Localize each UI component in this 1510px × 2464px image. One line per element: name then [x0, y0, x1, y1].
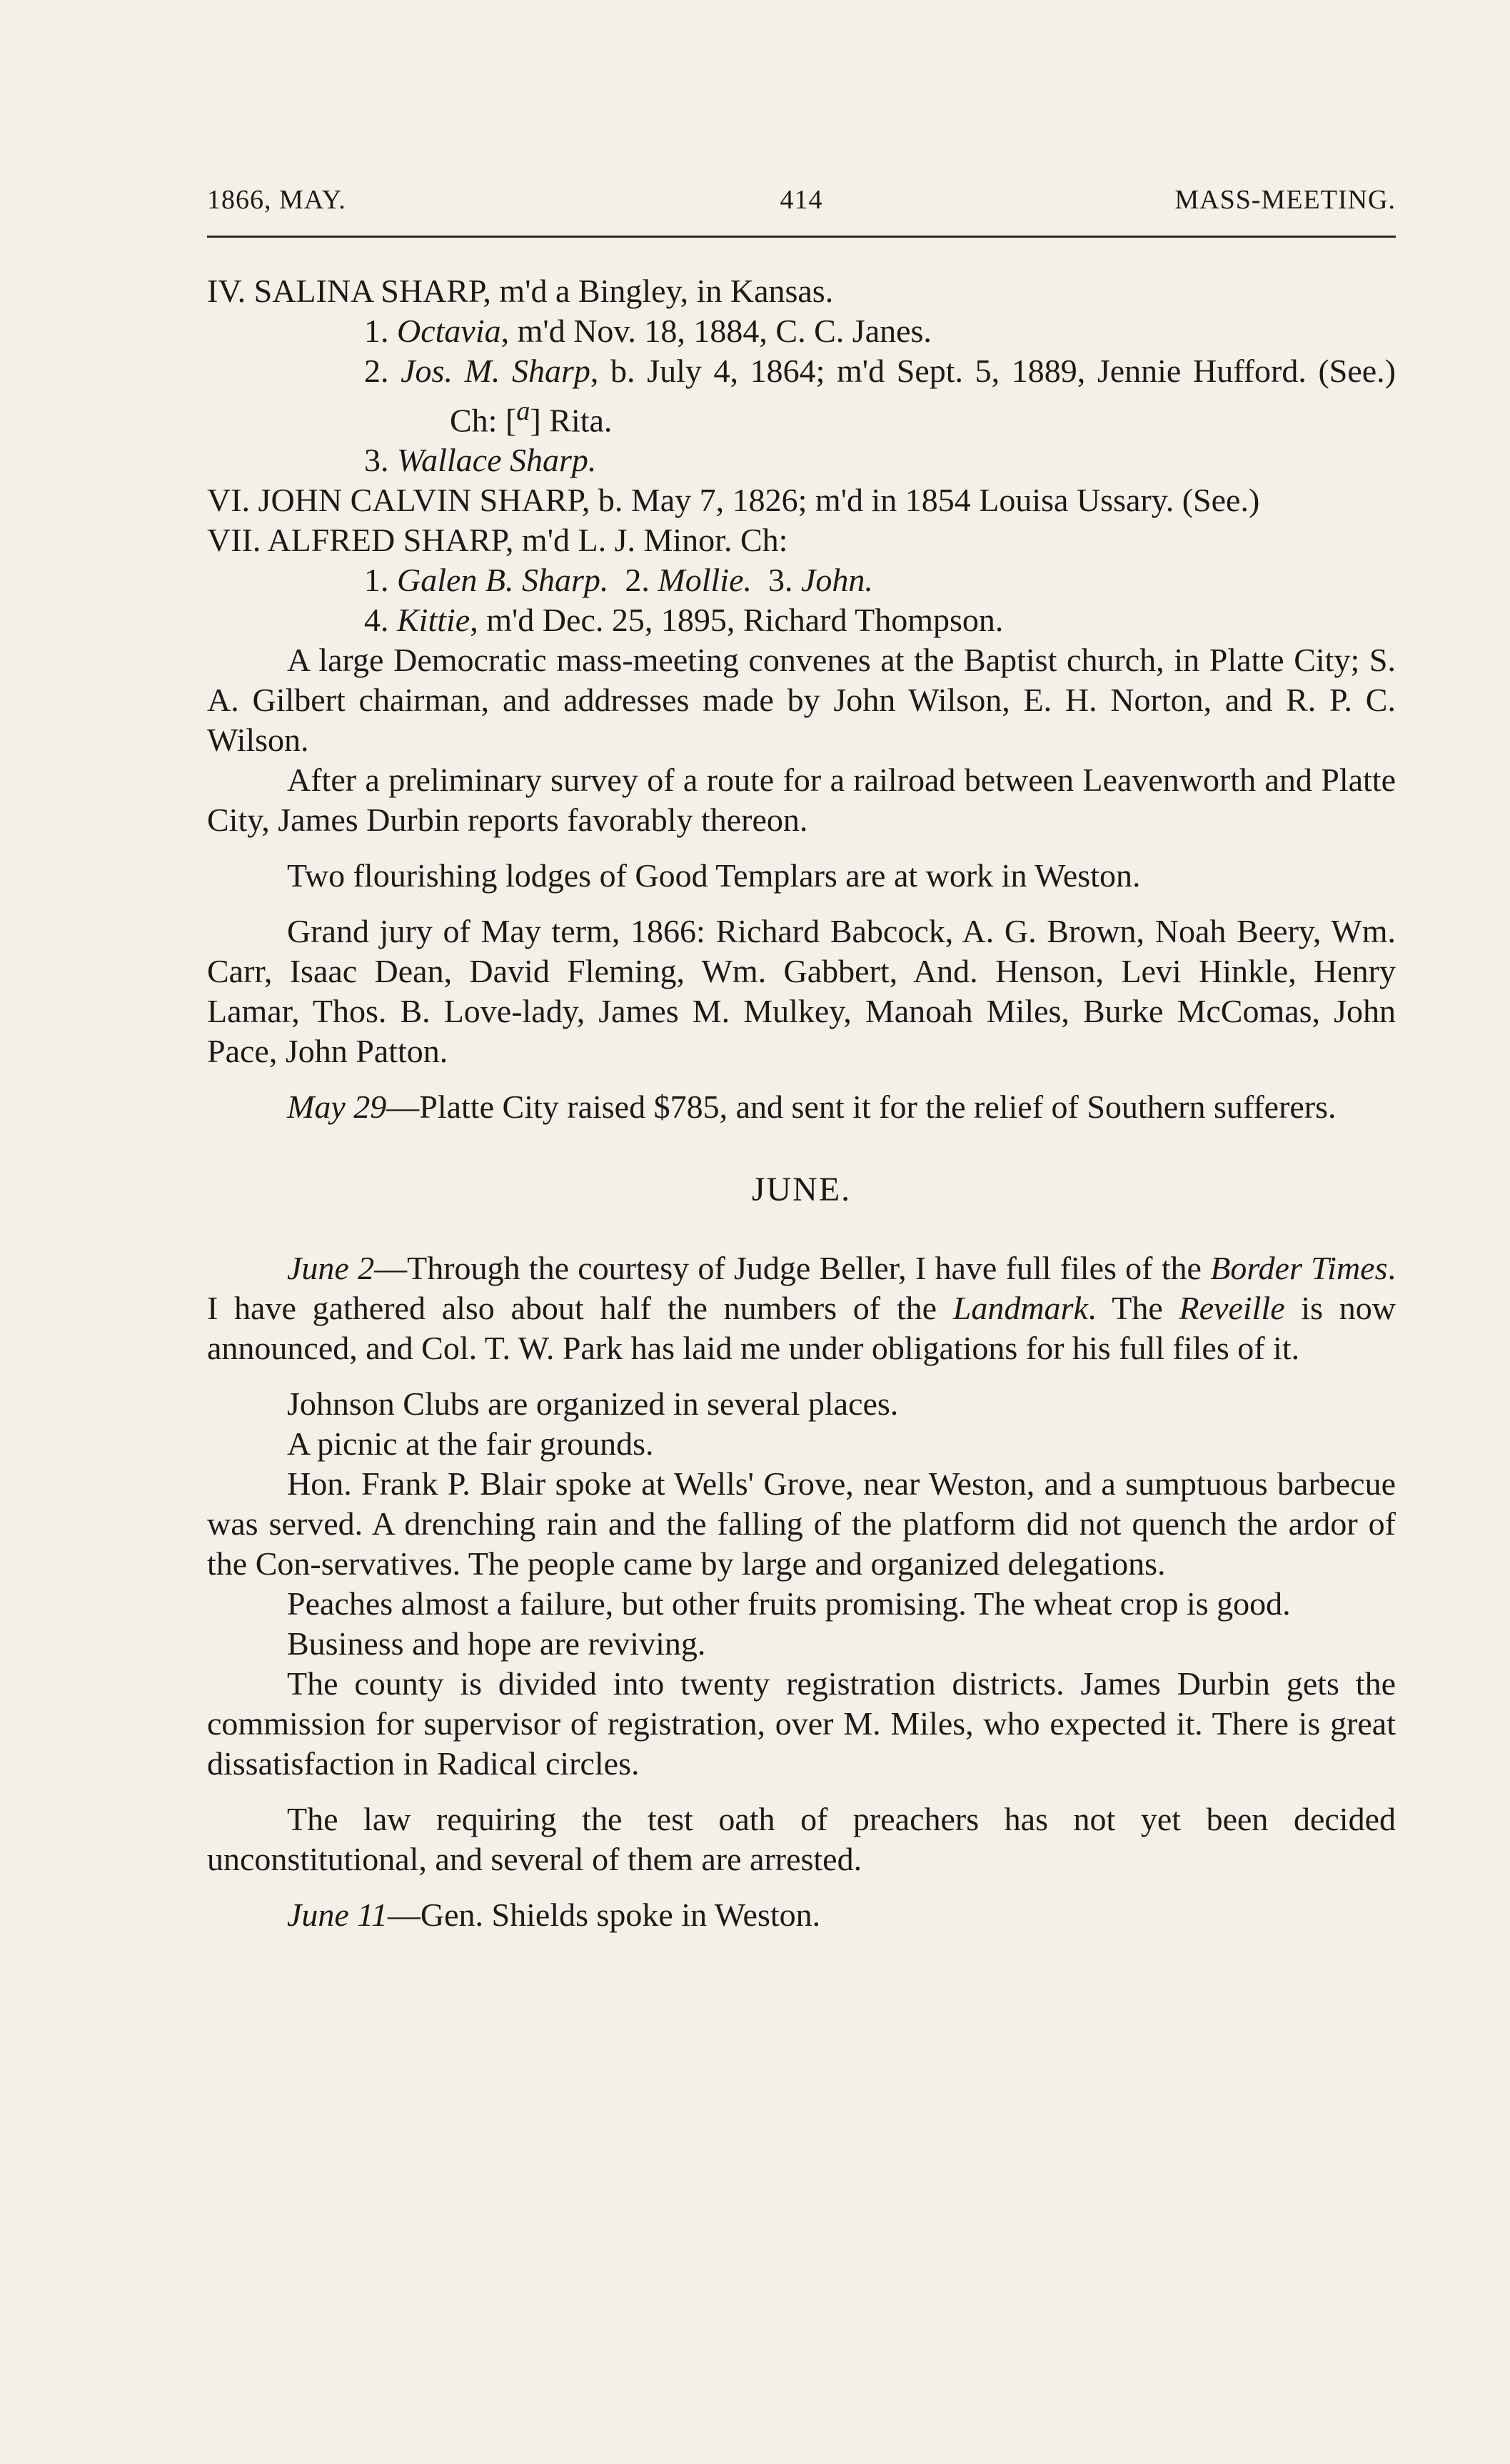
paragraph-picnic: A picnic at the fair grounds. [287, 1425, 654, 1463]
item-number: 3. [364, 442, 389, 479]
paragraph-mass-meeting: A large Democratic mass-meeting convenes at the Baptist church, in Platte City; S. A. Gilbert chairman, and addresses made by John Wilson, E. H. Norton, and R. P. C. Wilson. [207, 642, 1396, 759]
person-name: Wallace Sharp. [397, 442, 597, 479]
paragraph-railroad: After a preliminary survey of a route for a railroad between Leavenworth and Platte City, James Durbin reports favorably thereon. [207, 762, 1396, 839]
paragraph-grand-jury: Grand jury of May term, 1866: Richard Babcock, A. G. Brown, Noah Beery, Wm. Carr, Isaac Dean, David Fleming, Wm. Gabbert, And. Henson, Levi Hinkle, Henry Lamar, Thos. B. Love-lady, James M. Mulkey, Manoah Miles, Burke McComas, John Pace, John Patton. [207, 913, 1396, 1070]
item-detail: , m'd Nov. 18, 1884, C. C. Janes. [500, 313, 932, 349]
person-name: Octavia [397, 313, 501, 349]
entry-iv: IV. SALINA SHARP, m'd a Bingley, in Kansas. [207, 273, 834, 309]
entry-vii-children-2 [207, 600, 1396, 640]
item-detail: , m'd Dec. 25, 1895, Richard Thompson. [470, 602, 1004, 639]
running-header [207, 184, 1396, 218]
paragraph-test-oath: The law requiring the test oath of preachers has not yet been decided unconstitutional, and several of them are arrested. [207, 1801, 1396, 1878]
header-section-title: MASS-MEETING. [1174, 185, 1396, 215]
paragraph-blair: Hon. Frank P. Blair spoke at Wells' Grove, near Weston, and a sumptuous barbecue was served. A drenching rain and the falling of the platform did not quench the ardor of the Con-servatives. The people came by large and organized delegations. [207, 1465, 1396, 1582]
entry-iv-3 [207, 440, 1396, 480]
entry-text: —Through the courtesy of Judge Beller, I have full files of the [374, 1250, 1211, 1287]
entry-vii: VII. ALFRED SHARP, m'd L. J. Minor. Ch: [207, 522, 788, 559]
page-body [207, 271, 1396, 1935]
entry-text: . I have gathered also about half the numbers of the [207, 1250, 1396, 1327]
paragraph-crops: Peaches almost a failure, but other fruits promising. The wheat crop is good. [287, 1585, 1291, 1622]
person-name: Mollie. [658, 562, 752, 599]
paragraph-registration: The county is divided into twenty registration districts. James Durbin gets the commission for supervisor of registration, over M. Miles, who expected it. There is great dissatisfaction in Radical circles. [207, 1665, 1396, 1782]
item-number: 4. [364, 602, 397, 639]
entry-vii-children-1 [207, 560, 1396, 600]
header-rule [207, 236, 1396, 238]
paragraph-may-29 [207, 1087, 1396, 1127]
item-detail-end: ] Rita. [530, 402, 613, 439]
item-number: 2. [364, 353, 389, 389]
entry-iv-2 [207, 351, 1396, 440]
item-number: 3. [752, 562, 801, 599]
item-number: 2. [608, 562, 658, 599]
newspaper-title: Reveille [1179, 1290, 1285, 1327]
entry-text: —Platte City raised $785, and sent it for the relief of Southern sufferers. [386, 1089, 1337, 1126]
entry-date: May 29 [287, 1089, 387, 1126]
item-number: 1. [364, 313, 389, 349]
header-date: 1866, MAY. [207, 185, 346, 215]
entry-date: June 2 [287, 1250, 375, 1287]
entry-text: —Gen. Shields spoke in Weston. [387, 1897, 821, 1934]
newspaper-title: Landmark [952, 1290, 1088, 1327]
entry-iv-1 [207, 311, 1396, 351]
paragraph-june-11 [207, 1895, 1396, 1935]
entry-date: June 11 [287, 1897, 388, 1934]
entry-text: . The [1087, 1290, 1179, 1327]
page-number: 414 [780, 185, 823, 215]
paragraph-june-2 [207, 1248, 1396, 1368]
item-detail: , b. July 4, 1864; m'd Sept. 5, 1889, Jennie Hufford. (See.) Ch: [ [450, 353, 1396, 439]
person-name: Jos. M. Sharp [401, 353, 590, 389]
section-heading-june: JUNE. [751, 1171, 852, 1209]
paragraph-templars: Two flourishing lodges of Good Templars are at work in Weston. [287, 857, 1141, 894]
person-name: Kittie [397, 602, 470, 639]
entry-vi: VI. JOHN CALVIN SHARP, b. May 7, 1826; m'd in 1854 Louisa Ussary. (See.) [207, 482, 1260, 519]
entry-text: is now announced, and Col. T. W. Park has laid me under obligations for his full files of it. [207, 1290, 1396, 1367]
person-name: Galen B. Sharp. [397, 562, 609, 599]
paragraph-johnson-clubs: Johnson Clubs are organized in several places. [287, 1385, 899, 1423]
item-number: 1. [364, 562, 397, 599]
newspaper-title: Border Times [1210, 1250, 1388, 1287]
person-name: John. [801, 562, 873, 599]
paragraph-business: Business and hope are reviving. [287, 1625, 706, 1662]
superscript-a: a [516, 396, 530, 426]
